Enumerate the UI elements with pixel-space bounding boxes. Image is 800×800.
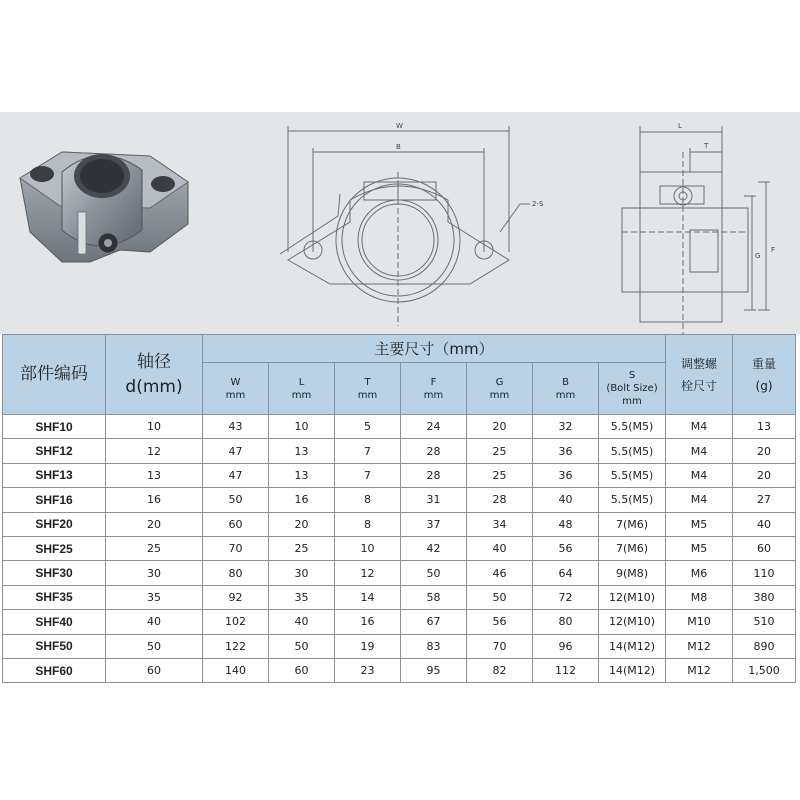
table-cell: M8 — [666, 585, 733, 609]
dim-label-l: L — [678, 122, 682, 130]
table-cell: 67 — [401, 610, 467, 634]
subheader-s — [599, 363, 666, 415]
table-cell: 28 — [401, 463, 467, 487]
subheader-name: F — [430, 376, 437, 388]
table-cell: 510 — [733, 610, 796, 634]
table-cell: 82 — [467, 658, 533, 682]
table-row — [3, 488, 796, 512]
table-cell: M4 — [666, 463, 733, 487]
table-cell: 7(M6) — [599, 512, 666, 536]
table-cell: 40 — [733, 512, 796, 536]
product-render — [20, 152, 188, 262]
table-cell: 56 — [467, 610, 533, 634]
header-part-code: 部件编码 — [3, 335, 106, 415]
table-cell: 34 — [467, 512, 533, 536]
subheader-b — [533, 363, 599, 415]
table-cell: 31 — [401, 488, 467, 512]
table-cell: 112 — [533, 658, 599, 682]
table-cell: 7 — [335, 463, 401, 487]
table-body — [3, 415, 796, 683]
table-cell: 110 — [733, 561, 796, 585]
table-cell: 32 — [533, 415, 599, 439]
table-cell: 36 — [533, 439, 599, 463]
table-cell: 25 — [269, 536, 335, 560]
table-cell: M4 — [666, 415, 733, 439]
subheader-name: L — [298, 376, 305, 388]
table-cell: 30 — [269, 561, 335, 585]
subheader-unit: mm — [489, 389, 510, 401]
table-cell: 80 — [203, 561, 269, 585]
table-cell: 35 — [269, 585, 335, 609]
table-cell: 380 — [733, 585, 796, 609]
dim-label-2s: 2-S — [532, 200, 544, 208]
table-cell: 95 — [401, 658, 467, 682]
header-shaft-diameter-line1: 轴径 — [137, 351, 171, 372]
table-cell: 50 — [467, 585, 533, 609]
table-row — [3, 512, 796, 536]
table-cell: 5.5(M5) — [599, 463, 666, 487]
table-cell: 36 — [533, 463, 599, 487]
table-row — [3, 610, 796, 634]
header-adjust-screw — [666, 335, 733, 415]
table-cell: 25 — [467, 439, 533, 463]
table-cell: 7(M6) — [599, 536, 666, 560]
subheader-f — [401, 363, 467, 415]
table-cell: M4 — [666, 439, 733, 463]
table-cell: M4 — [666, 488, 733, 512]
dim-label-f: F — [771, 246, 776, 254]
table-row — [3, 658, 796, 682]
table-cell: 50 — [401, 561, 467, 585]
header-weight-line1: 重量 — [752, 356, 777, 371]
subheader-s-note: (Bolt Size) — [606, 383, 658, 394]
table-cell: 70 — [203, 536, 269, 560]
subheader-unit: mm — [423, 389, 444, 401]
table-cell: 5.5(M5) — [599, 415, 666, 439]
table-cell: 13 — [733, 415, 796, 439]
part-code-cell: SHF25 — [3, 536, 106, 560]
header-weight — [733, 335, 796, 415]
table-cell: 96 — [533, 634, 599, 658]
table-cell: 13 — [106, 463, 203, 487]
table-cell: 20 — [733, 463, 796, 487]
table-cell: 10 — [106, 415, 203, 439]
table-cell: 80 — [533, 610, 599, 634]
table-row — [3, 463, 796, 487]
table-cell: 13 — [269, 463, 335, 487]
table-cell: 19 — [335, 634, 401, 658]
table-row — [3, 415, 796, 439]
subheader-unit: mm — [291, 389, 312, 401]
table-cell: 140 — [203, 658, 269, 682]
header-shaft-diameter — [106, 335, 203, 415]
dim-label-b: B — [396, 143, 401, 151]
header-adjust-screw-line2: 栓尺寸 — [681, 378, 718, 393]
header-weight-line2: (g) — [755, 378, 773, 393]
subheader-name: B — [562, 376, 569, 388]
table-cell: M12 — [666, 658, 733, 682]
part-code-cell: SHF16 — [3, 488, 106, 512]
table-cell: 70 — [467, 634, 533, 658]
dim-label-t: T — [704, 142, 709, 150]
dim-label-w: W — [396, 122, 403, 130]
table-cell: 40 — [269, 610, 335, 634]
table-cell: 50 — [203, 488, 269, 512]
table-cell: 20 — [733, 439, 796, 463]
table-cell: 14(M12) — [599, 658, 666, 682]
table-cell: 1,500 — [733, 658, 796, 682]
table-cell: 92 — [203, 585, 269, 609]
table-cell: 8 — [335, 488, 401, 512]
table-cell: M10 — [666, 610, 733, 634]
table-cell: 16 — [335, 610, 401, 634]
table-cell: 64 — [533, 561, 599, 585]
subheader-unit: mm — [357, 389, 378, 401]
table-cell: 16 — [269, 488, 335, 512]
table-row — [3, 634, 796, 658]
table-cell: 60 — [106, 658, 203, 682]
table-cell: 23 — [335, 658, 401, 682]
table-cell: 8 — [335, 512, 401, 536]
subheader-unit: mm — [225, 389, 246, 401]
table-cell: 12(M10) — [599, 610, 666, 634]
part-code-cell: SHF35 — [3, 585, 106, 609]
part-code-cell: SHF10 — [3, 415, 106, 439]
table-cell: M5 — [666, 512, 733, 536]
table-cell: 47 — [203, 439, 269, 463]
table-cell: 40 — [467, 536, 533, 560]
part-code-cell: SHF30 — [3, 561, 106, 585]
table-cell: 50 — [106, 634, 203, 658]
table-cell: 42 — [401, 536, 467, 560]
part-code-cell: SHF12 — [3, 439, 106, 463]
subheader-name: T — [364, 376, 371, 388]
front-view-drawing — [280, 126, 530, 326]
table-cell: 10 — [335, 536, 401, 560]
part-code-cell: SHF13 — [3, 463, 106, 487]
table-cell: 60 — [269, 658, 335, 682]
table-cell: 13 — [269, 439, 335, 463]
table-cell: 72 — [533, 585, 599, 609]
table-cell: M12 — [666, 634, 733, 658]
table-cell: 27 — [733, 488, 796, 512]
header-shaft-diameter-line2: d(mm) — [125, 376, 183, 397]
table-cell: 5 — [335, 415, 401, 439]
table-cell: 20 — [269, 512, 335, 536]
table-cell: 102 — [203, 610, 269, 634]
subheader-w — [203, 363, 269, 415]
subheader-t — [335, 363, 401, 415]
table-cell: 37 — [401, 512, 467, 536]
table-cell: 46 — [467, 561, 533, 585]
table-cell: 48 — [533, 512, 599, 536]
table-cell: 60 — [203, 512, 269, 536]
table-cell: 30 — [106, 561, 203, 585]
table-cell: 50 — [269, 634, 335, 658]
table-cell: 14 — [335, 585, 401, 609]
table-cell: 14(M12) — [599, 634, 666, 658]
table-cell: 35 — [106, 585, 203, 609]
table-cell: 12(M10) — [599, 585, 666, 609]
subheader-s-name: S — [628, 370, 636, 381]
table-cell: 43 — [203, 415, 269, 439]
dim-label-g: G — [755, 252, 761, 260]
table-cell: 24 — [401, 415, 467, 439]
spec-table — [2, 334, 796, 683]
subheader-g — [467, 363, 533, 415]
subheader-name: G — [495, 376, 504, 388]
table-cell: 12 — [335, 561, 401, 585]
subheader-l — [269, 363, 335, 415]
part-code-cell: SHF50 — [3, 634, 106, 658]
table-cell: 25 — [106, 536, 203, 560]
side-view-drawing — [622, 126, 770, 334]
table-row — [3, 536, 796, 560]
table-cell: 890 — [733, 634, 796, 658]
table-cell: 5.5(M5) — [599, 439, 666, 463]
table-cell: 47 — [203, 463, 269, 487]
table-cell: 25 — [467, 463, 533, 487]
table-cell: 16 — [106, 488, 203, 512]
table-cell: M5 — [666, 536, 733, 560]
part-code-cell: SHF60 — [3, 658, 106, 682]
header-main-dimensions: 主要尺寸（mm） — [203, 335, 666, 363]
table-cell: 56 — [533, 536, 599, 560]
table-cell: M6 — [666, 561, 733, 585]
subheader-unit: mm — [555, 389, 576, 401]
subheader-s-unit: mm — [622, 396, 642, 407]
table-cell: 28 — [401, 439, 467, 463]
technical-drawing — [0, 112, 800, 334]
table-cell: 40 — [533, 488, 599, 512]
table-cell: 12 — [106, 439, 203, 463]
table-cell: 40 — [106, 610, 203, 634]
part-code-cell: SHF40 — [3, 610, 106, 634]
table-row — [3, 585, 796, 609]
header-adjust-screw-line1: 调整螺 — [681, 356, 718, 371]
table-cell: 10 — [269, 415, 335, 439]
table-cell: 60 — [733, 536, 796, 560]
table-cell: 9(M8) — [599, 561, 666, 585]
table-cell: 7 — [335, 439, 401, 463]
table-cell: 20 — [106, 512, 203, 536]
table-cell: 20 — [467, 415, 533, 439]
table-row — [3, 561, 796, 585]
subheader-name: W — [230, 376, 241, 388]
table-cell: 83 — [401, 634, 467, 658]
part-code-cell: SHF20 — [3, 512, 106, 536]
table-cell: 122 — [203, 634, 269, 658]
table-cell: 5.5(M5) — [599, 488, 666, 512]
table-cell: 58 — [401, 585, 467, 609]
table-cell: 28 — [467, 488, 533, 512]
table-row — [3, 439, 796, 463]
